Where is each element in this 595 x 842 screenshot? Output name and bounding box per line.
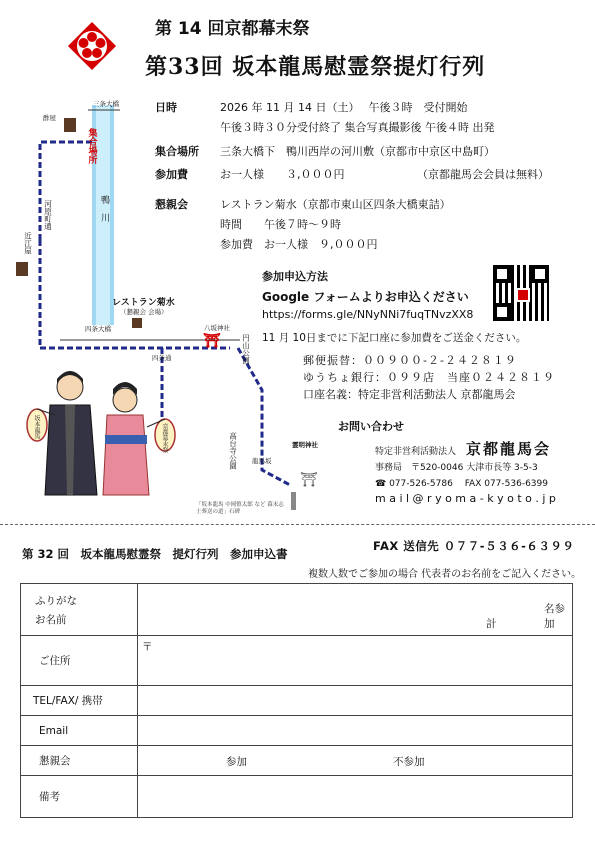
torii-icon: ⛩ bbox=[300, 472, 318, 488]
phone-input-cell[interactable] bbox=[138, 686, 573, 716]
map-shijo-bridge: 四条大橋 bbox=[85, 325, 111, 333]
email-label-cell bbox=[21, 716, 138, 746]
map-kodaiji: 高台寺公園 bbox=[228, 432, 238, 470]
event-title: 第33回 坂本龍馬慰霊祭提灯行列 bbox=[145, 54, 486, 80]
fee-label: 参加費 bbox=[155, 168, 188, 181]
application-form bbox=[20, 583, 573, 818]
apply-account: 口座名義：特定非営利活動法人 京都龍馬会 bbox=[303, 388, 516, 401]
map-restaurant-sub: （懇親会 会場） bbox=[120, 308, 168, 316]
remarks-label: 備考 bbox=[39, 791, 60, 803]
phone-label-cell bbox=[21, 686, 138, 716]
remarks-label-cell bbox=[21, 776, 138, 818]
name-label-cell bbox=[21, 584, 138, 636]
date-line2: 午後３時３０分受付終了 集合写真撮影後 午後４時 出発 bbox=[220, 121, 495, 134]
party-line3: 参加費 お一人様 ９,０００円 bbox=[220, 238, 378, 251]
people-label: 名参加 bbox=[544, 603, 565, 630]
event-subtitle: 第 14 回京都幕末祭 bbox=[155, 19, 310, 39]
stone-marker bbox=[291, 492, 296, 510]
map-suya: 酢屋 bbox=[43, 114, 56, 122]
contact-mail[interactable]: m a i l @ r y o m a - k y o t o . j p bbox=[375, 492, 556, 505]
email-input-cell[interactable] bbox=[138, 716, 573, 746]
postal-mark: 〒 bbox=[142, 641, 153, 653]
apply-method: Google フォームよりお申込ください bbox=[262, 290, 469, 304]
absent-option[interactable]: 不参加 bbox=[393, 756, 425, 768]
house-icon bbox=[64, 118, 76, 132]
party-choice-cell[interactable] bbox=[138, 746, 573, 776]
fee-value: お一人様 ３,０００円 bbox=[220, 168, 345, 181]
form-fax: FAX 送信先 ０７７-５３６-６３９９ bbox=[373, 539, 575, 553]
house-icon bbox=[16, 262, 28, 276]
contact-tel-fax: ☎ 077-526-5786 FAX 077-536-6399 bbox=[375, 479, 548, 489]
form-note: 複数人数でご参加の場合 代表者のお名前をご記入ください。 bbox=[308, 569, 582, 580]
contact-org-name: 京都龍馬会 bbox=[466, 440, 552, 458]
contact-title: お問い合わせ bbox=[338, 420, 404, 433]
map-kamogawa: 鴨 川 bbox=[99, 195, 109, 222]
email-label: Email bbox=[39, 724, 69, 737]
map-restaurant: レストラン菊水 bbox=[112, 298, 175, 308]
lantern-right-label: 京都幕末祭 bbox=[161, 423, 168, 453]
map-omiya: 近江屋 bbox=[23, 232, 33, 255]
party-line2: 時間 午後７時～９時 bbox=[220, 218, 341, 231]
apply-deadline: 11 月 10日までに下記口座に参加費をご送金ください。 bbox=[262, 332, 527, 344]
apply-url[interactable]: https://forms.gle/NNyNNi7fuqTNvzXX8 bbox=[262, 308, 474, 321]
name-input-cell[interactable] bbox=[138, 584, 573, 636]
date-line1: 2026 年 11 月 14 日（土） 午後３時 受付開始 bbox=[220, 101, 468, 114]
apply-yucho: ゆうちょ銀行：０９９店 当座０２４２８１９ bbox=[303, 371, 555, 384]
map-yasaka: 八坂神社 bbox=[204, 324, 230, 332]
map-kawaramachi: 河原町通 bbox=[43, 200, 53, 230]
form-title: 第 32 回 坂本龍馬慰霊祭 提灯行列 参加申込書 bbox=[22, 547, 288, 561]
party-line1: レストラン菊水（京都市東山区四条大橋東詰） bbox=[220, 198, 451, 211]
party-label: 懇親会 bbox=[155, 198, 188, 211]
map-meeting-point: 集合場所 bbox=[86, 128, 97, 164]
phone-label: TEL/FAX/ 携帯 bbox=[33, 695, 103, 707]
qr-logo bbox=[516, 288, 530, 302]
cut-line bbox=[0, 524, 595, 525]
date-label: 日時 bbox=[155, 101, 177, 114]
map-shijo-street: 四条通 bbox=[152, 354, 172, 362]
apply-postal: 郵便振替：００９００-２-２４２８１９ bbox=[303, 354, 517, 367]
attend-option[interactable]: 参加 bbox=[226, 756, 247, 768]
address-label-cell bbox=[21, 636, 138, 686]
meet-label: 集合場所 bbox=[155, 145, 199, 158]
contact-office: 事務局 〒520-0046 大津市長等 3-5-3 bbox=[375, 463, 538, 473]
party-form-label: 懇親会 bbox=[39, 755, 71, 767]
apply-title: 参加申込方法 bbox=[262, 270, 328, 283]
address-input-cell[interactable] bbox=[138, 636, 573, 686]
lantern-left-label: 坂本龍馬 bbox=[33, 415, 40, 439]
map-grave-note: 「坂本龍馬 中岡慎太郎 など 幕末志士葬送の道」石碑 bbox=[196, 502, 284, 515]
fee-note: （京都龍馬会会員は無料） bbox=[417, 168, 549, 181]
map-maruyama: 円山公園 bbox=[241, 334, 251, 364]
restaurant-icon bbox=[132, 318, 142, 328]
remarks-input-cell[interactable] bbox=[138, 776, 573, 818]
party-label-cell bbox=[21, 746, 138, 776]
total-label: 計 bbox=[486, 618, 497, 630]
map-ryomazaka: 龍馬坂 bbox=[252, 457, 272, 465]
address-label: ご住所 bbox=[39, 655, 71, 667]
kamon-logo bbox=[66, 20, 118, 72]
furigana-label: ふりがな bbox=[35, 594, 77, 607]
torii-icon: ⛩ bbox=[203, 333, 221, 349]
qr-code[interactable] bbox=[493, 265, 549, 321]
map-ryozen: 霊明神社 bbox=[292, 441, 318, 449]
contact-org-prefix: 特定非営利活動法人 bbox=[375, 447, 457, 457]
ryoma-illustration bbox=[25, 365, 180, 505]
meet-value: 三条大橋下 鴨川西岸の河川敷（京都市中京区中島町） bbox=[220, 145, 495, 158]
map-sanjo-bridge: 三条大橋 bbox=[93, 100, 119, 108]
name-label: お名前 bbox=[35, 613, 67, 626]
